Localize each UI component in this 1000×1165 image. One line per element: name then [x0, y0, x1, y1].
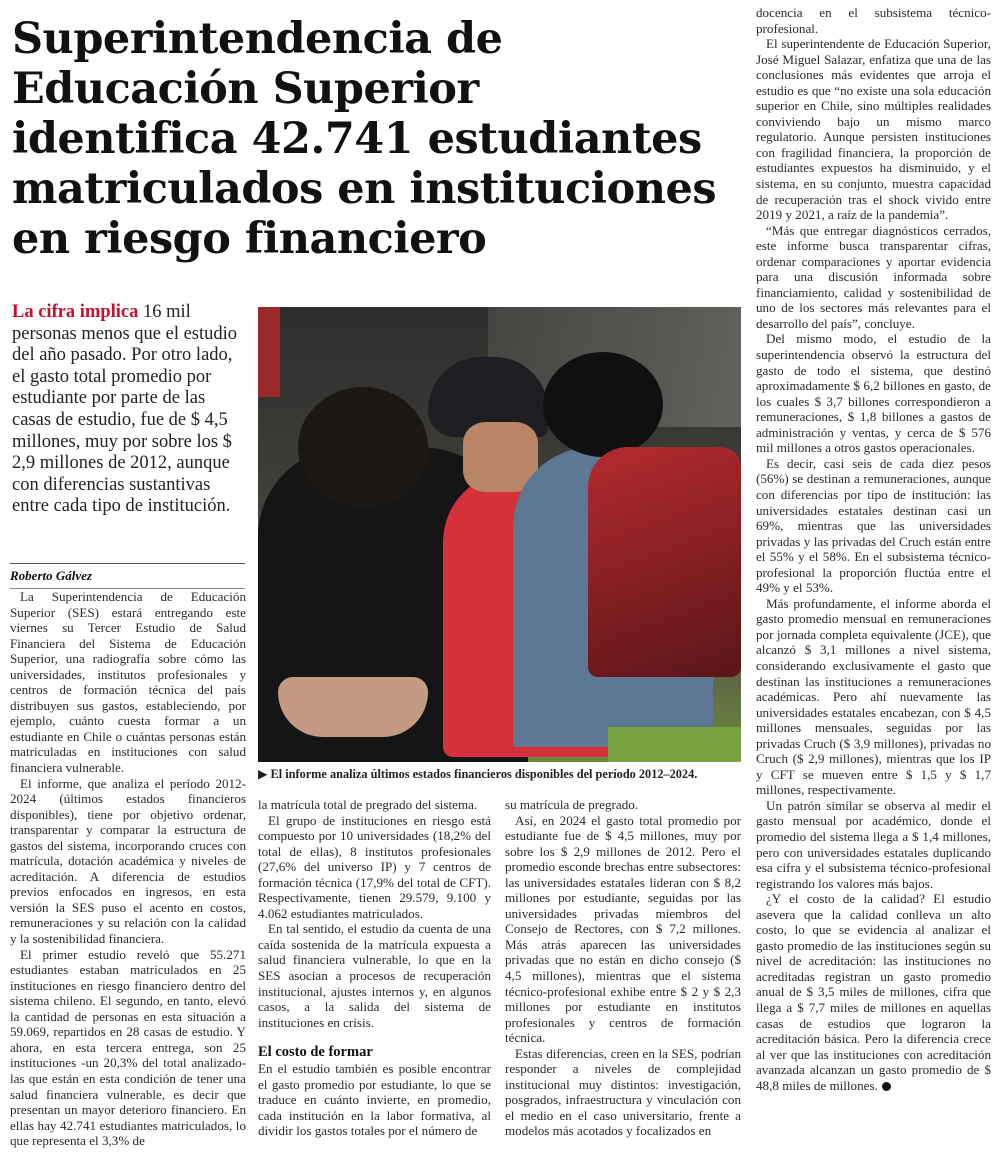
- paragraph-continuation: su matrícula de pregrado.: [505, 797, 639, 812]
- photo-caption: ▶ El informe analiza últimos estados financieros disponibles del período 2012–2024.: [258, 767, 698, 781]
- photo-grass: [608, 727, 741, 762]
- paragraph: En tal sentido, el estudio da cuenta de una caída sostenida de la matrícula expuesta a salud financiera vulnerable, lo que en la SES asocian a procesos de recuperación institucional, ajustes internos y, en algunos casos, a la salida del sistema de instituciones en crisis.: [258, 921, 491, 1030]
- headline-line: matriculados en instituciones: [12, 164, 717, 214]
- paragraph: Estas diferencias, creen en la SES, podrían responder a niveles de complejidad institucional muy distintos: investigación, posgrados, infraestructura y vinculación con el medio en el caso universitario, frente a modelos más acotados y focalizados en: [505, 1045, 741, 1139]
- headline-line: Superintendencia de: [12, 14, 503, 64]
- lead-paragraph: [12, 302, 248, 518]
- headline-line: en riesgo financiero: [12, 214, 487, 264]
- paragraph: Es decir, casi seis de cada diez pesos (56%) se destinan a remuneraciones, aunque con diferencias por tipo de institución: las universidades estatales destinan casi un 69%, mientras que las universidades privadas y las privadas del Cruch están entre el 55% y el 58%. En el subsistema técnico-profesional la proporción fluctúa entre el 49% y el 53%.: [756, 455, 991, 596]
- article-photo: [258, 307, 741, 762]
- lead-kicker: La cifra implica: [12, 302, 139, 322]
- paragraph: El grupo de instituciones en riesgo está compuesto por 10 universidades (18,2% del total de ellas), 8 institutos profesionales (27,6% del universo IP) y 7 centros de formación técnica (17,9% del total de CFT). Respectivamente, tienen 29.579, 9.100 y 4.062 estudiantes matriculados.: [258, 812, 491, 921]
- lead-text: 16 mil personas menos que el estudio del año pasado. Por otro lado, el gasto total promedio por estudiante por parte de las casas de estudio, fue de $ 4,5 millones, muy por sobre los $ 2,9 millones de 2012, aunque con diferencias sustantivas entre cada tipo de institución.: [12, 302, 238, 517]
- paragraph: Así, en 2024 el gasto total promedio por estudiante fue de $ 4,5 millones, muy por sobre los $ 2,9 millones de 2012. Pero el promedio esconde brechas entre subsectores: las universidades estatales lideran con $ 8,2 millones por estudiante, seguidas por las universidades privadas miembros del Consejo de Rectores, con $ 7,2 millones. Más atrás aparecen las universidades privadas que no están en dicho consejo ($ 4,5 millones), mientras que el sistema técnico-profesional exhibe entre $ 2 y $ 2,3 millones por estudiante en institutos profesionales y centros de formación técnica.: [505, 812, 741, 1046]
- paragraph: Un patrón similar se observa al medir el gasto mensual por académico, donde el promedio del sistema llega a $ 1,4 millones, pero con universidades estatales duplicando esa cifra y el subsistema técnico-profesional registrando los valores más bajos.: [756, 797, 991, 891]
- paragraph: El superintendente de Educación Superior, José Miguel Salazar, enfatiza que una de las conclusiones más evidentes que arroja el estudio es que “no existe una sola educación superior en Chile, sino múltiples realidades conviviendo bajo un mismo marco regulatorio. Aunque persisten instituciones con fragilidad financiera, la proporción de estudiantes expuestos ha disminuido, y el sistema, en su conjunto, muestra capacidad de recuperación tras el shock vivido entre 2019 y 2021, a raíz de la pandemia”.: [756, 36, 991, 223]
- article-column-1: [10, 589, 246, 1149]
- paragraph-continuation: docencia en el subsistema técnico-profesional.: [756, 5, 991, 36]
- article-column-2: [258, 797, 491, 1139]
- byline-box: [10, 563, 245, 589]
- photo-head-dark-hair: [298, 387, 428, 507]
- article-column-3: [505, 797, 741, 1139]
- headline-line: Educación Superior: [12, 64, 479, 114]
- subheading: El costo de formar: [258, 1044, 373, 1061]
- paragraph-final: [756, 891, 991, 1093]
- paragraph: El informe, que analiza el período 2012-2024 (últimos estados financieros disponibles), tiene por objetivo ordenar, transparentar y comparar la estructura de gastos del sistema, incorporando cruces con matrícula, dotación académica y niveles de acreditación. A diferencia de estudios previos enfocados en ingresos, en esta versión la SES puso el acento en costos, remuneraciones y su relación con la calidad y la sostenibilidad financiera.: [10, 775, 246, 947]
- headline: [12, 14, 757, 264]
- byline: Roberto Gálvez: [10, 568, 92, 583]
- photo-caption-text: El informe analiza últimos estados financieros disponibles del período 2012–2024.: [270, 767, 698, 781]
- photo-head-black-hair: [543, 352, 663, 457]
- paragraph: En el estudio también es posible encontrar el gasto promedio por estudiante, lo que se traduce en cuánto invierte, en promedio, cada institución en la labor formativa, al dividir los gastos totales por el número de: [258, 1061, 491, 1139]
- end-of-article-bullet-icon: [882, 1082, 891, 1091]
- paragraph-continuation: la matrícula total de pregrado del sistema.: [258, 797, 478, 812]
- photo-backpack: [588, 447, 741, 677]
- photo-person-red-left: [258, 307, 280, 397]
- headline-line: identifica 42.741 estudiantes: [12, 114, 702, 164]
- paragraph: Más profundamente, el informe aborda el gasto promedio mensual en remuneraciones por jornada completa equivalente (JCE), que alcanzó $ 3,1 millones a nivel sistema, considerando exclusivamente el gasto que destinan las instituciones a remuneraciones académicas. Pero ahí nuevamente las universidades estatales encabezan, con $ 4,5 millones mensuales, seguidas por las privadas Cruch ($ 3,9 millones), privadas no Cruch ($ 2,9 millones), mientras que los IP y CFT se mueven entre $ 1,5 y $ 1,7 millones, respectivamente.: [756, 595, 991, 798]
- paragraph: El primer estudio reveló que 55.271 estudiantes estaban matriculados en 25 instituciones en riesgo financiero dentro del sistema chileno. El segundo, en tanto, elevó la cantidad de personas en esta situación a 59.069, repartidos en 28 casas de estudio. Y ahora, en esta tercera entrega, son 25 instituciones -un 20,3% del total analizado- las que están en esta condición de tener una salud financiera vulnerable, es decir que presentan un mayor deterioro financiero. En ellas hay 42.741 estudiantes matriculados, lo que representa el 3,3% de: [10, 946, 246, 1149]
- paragraph: “Más que entregar diagnósticos cerrados, este informe busca transparentar cifras, ordenar comparaciones y aportar evidencia para una discusión informada sobre financiamiento, calidad y sostenibilidad de uno de los sectores más relevantes para el desarrollo del país”, concluye.: [756, 222, 991, 331]
- article-column-4: [756, 5, 991, 1093]
- paragraph: La Superintendencia de Educación Superior (SES) estará entregando este viernes su Tercer Estudio de Salud Financiera del Sistema de Educación Superior, una radiografía sobre cómo las universidades, institutos profesionales y centros de formación técnica del país distribuyen sus gastos, estableciendo, por ejemplo, cuánto cuesta formar a un estudiante en Chile o cuántas personas están matriculadas en instituciones con salud financiera vulnerable.: [10, 589, 246, 776]
- photo-skin-back: [278, 677, 428, 737]
- paragraph: Del mismo modo, el estudio de la superintendencia observó la estructura del gasto de todo el sistema, que destinó aproximadamente $ 6,2 billones en gasto, de los cuales $ 3,7 billones correspondieron a remuneraciones, $ 1,8 billones a gastos de administración y ventas, y cerca de $ 576 mil millones a otros gastos operacionales.: [756, 331, 991, 456]
- paragraph-text: ¿Y el costo de la calidad? El estudio asevera que la calidad conlleva un alto costo, lo que se evidencia al analizar el gasto promedio de las instituciones según su nivel de acreditación: las instituciones no acreditadas registran un gasto promedio anual de $ 3,5 miles de millones, cifra que llega a $ 7,7 miles de millones en aquellas casas de estudios que lograron la acreditación básica. Pero la diferencia crece al ver que las instituciones con acreditación avanzada alcanzan un gasto promedio de $ 48,8 miles de millones.: [756, 891, 991, 1093]
